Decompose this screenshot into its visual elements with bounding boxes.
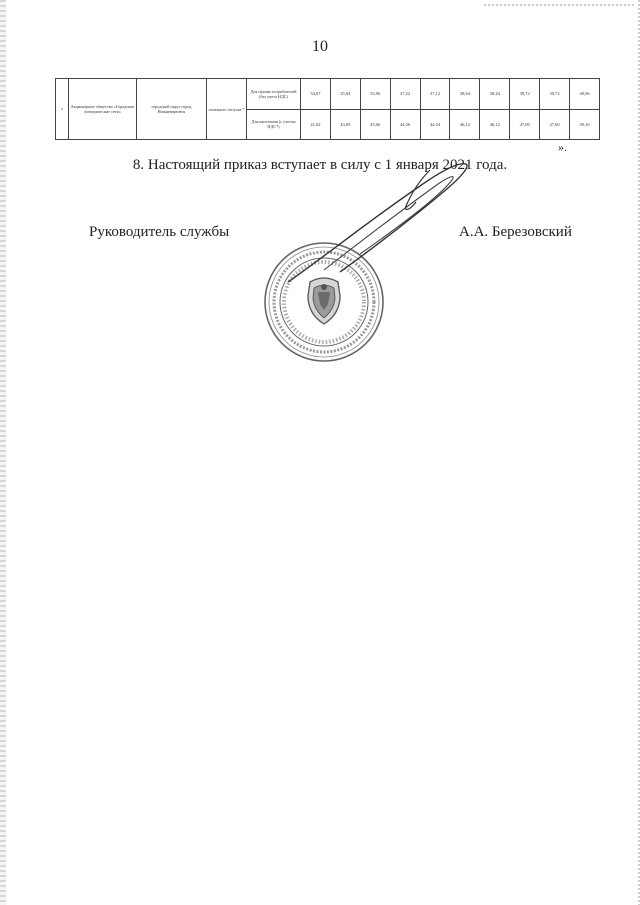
scan-edge-left [0, 0, 6, 905]
table-cell-value: 37,12 [420, 79, 450, 110]
page-number: 10 [312, 38, 328, 55]
table-cell-value: 40,96 [570, 79, 600, 110]
table-cell-territory: городской округ город Нижневартовск [137, 79, 207, 140]
table-cell-value: 35,94 [330, 79, 360, 110]
table-cell-value: 39,72 [510, 79, 540, 110]
table-cell-value: 37,22 [390, 79, 420, 110]
table-cell-group-label: Для прочих потребителей (без учета НДС) [247, 79, 301, 110]
table-cell-value: 35,96 [360, 79, 390, 110]
table-cell-value: 38,44 [480, 79, 510, 110]
table-cell-value: 44,54 [420, 109, 450, 140]
signature-name: А.А. Березовский [459, 224, 572, 240]
table-cell-value: 49,16 [570, 109, 600, 140]
table-cell-tariff-type: полезного отпуска * [207, 79, 247, 140]
table-cell-value: 34,07 [301, 79, 331, 110]
table-cell-group-label: Для населения (с учетом НДС*) [247, 109, 301, 140]
table-cell-value: 38,64 [450, 79, 480, 110]
table-row [56, 79, 600, 110]
table-cell-value: 41,02 [301, 109, 331, 140]
table-cell-value: 46,12 [480, 109, 510, 140]
table-cell-value: 43,06 [360, 109, 390, 140]
table-cell-value: 39,72 [540, 79, 570, 110]
closing-quote-mark: ». [558, 140, 567, 154]
table-cell-value: 44,56 [390, 109, 420, 140]
signature-title: Руководитель службы [89, 224, 230, 240]
table-cell-value: 47,00 [510, 109, 540, 140]
table-cell-value: 47,60 [540, 109, 570, 140]
table-cell-value: 46,12 [450, 109, 480, 140]
paragraph-8: 8. Настоящий приказ вступает в силу с 1 января 2021 года. [132, 157, 508, 173]
table-cell-index: 7 [56, 79, 69, 140]
scan-edge-top [484, 4, 634, 6]
handwritten-signature-image [280, 150, 480, 310]
table-cell-organization: Акционерное общество «Городские электрические сети» [69, 79, 137, 140]
tariff-table [55, 78, 600, 140]
table-cell-value: 43,09 [330, 109, 360, 140]
